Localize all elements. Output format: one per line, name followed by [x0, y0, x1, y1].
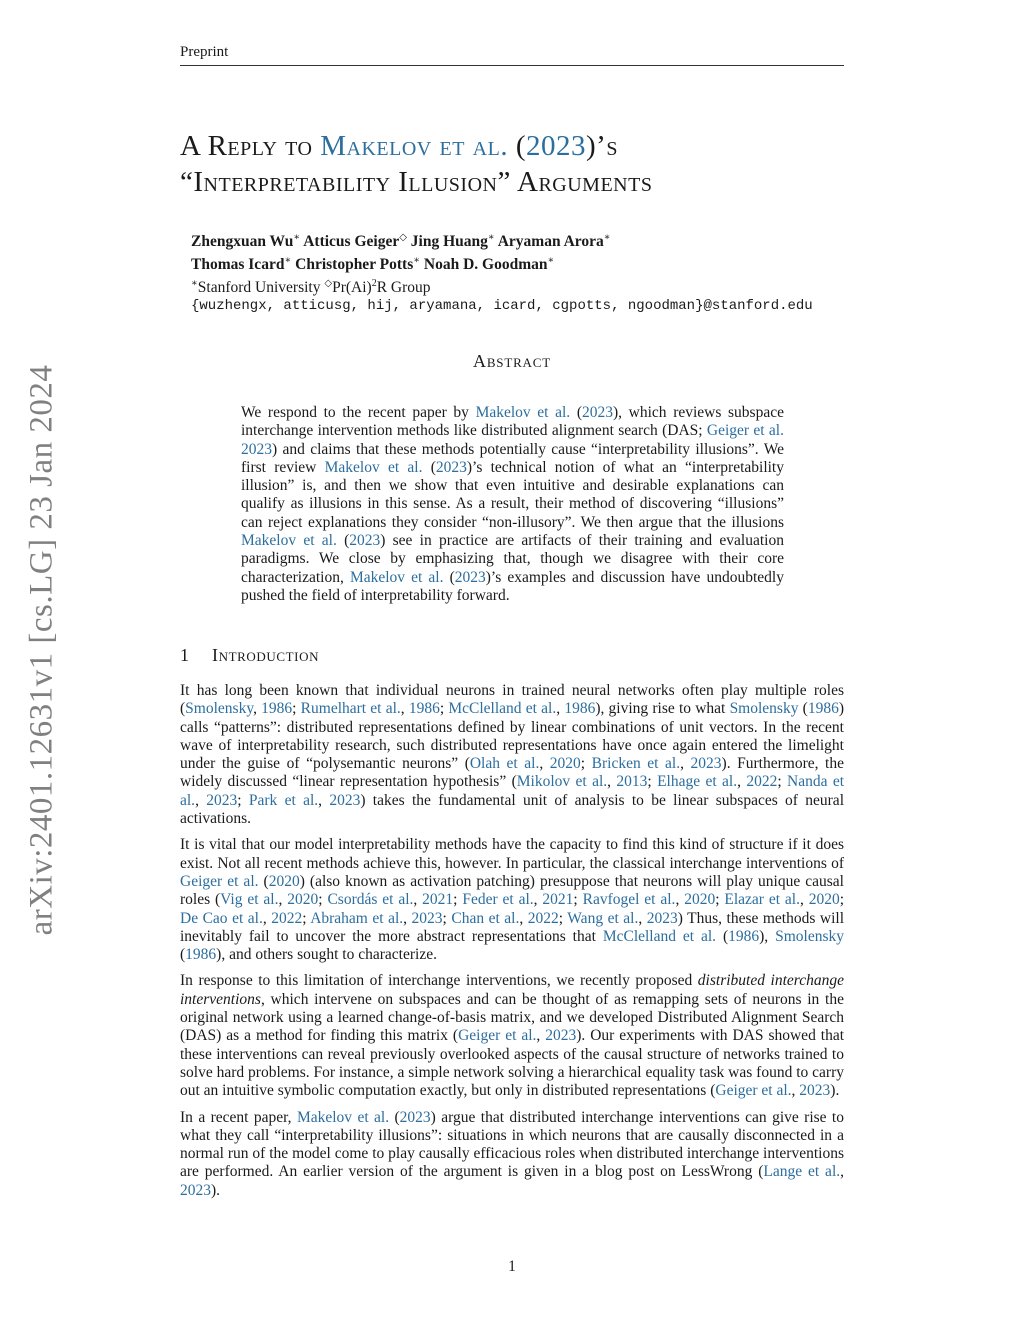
- citation-link[interactable]: Feder et al.: [462, 891, 534, 909]
- citation-link[interactable]: 2013: [616, 773, 648, 791]
- citation-link[interactable]: Geiger et al.: [180, 872, 259, 890]
- abstract-body: We respond to the recent paper by Makelov et al. (2023), which reviews subspace interchange intervention methods like distributed alignment search (DAS; Geiger et al. 2023) and claims that these methods potentially cause “interpretability illusions”. We first review Makelov et al. (2023)’s technical notion of what an “interpretability illusion” is, and then we show that even intuitive and desirable explanations can qualify as illusions in this sense. As a result, their method of discovering “illusions” can reject explanations they consider “non-illusory”. We then argue that the illusions Makelov et al. (2023) see in practice are artifacts of their training and evaluation paradigms. We close by emphasizing that, though we disagree with their core characterization, Makelov et al. (2023)’s examples and discussion have undoubtedly pushed the field of interpretability forward.: [241, 404, 784, 604]
- citation-link[interactable]: McClelland et al.: [448, 700, 557, 718]
- title-line-2: “Interpretability Illusion” Arguments: [180, 166, 653, 198]
- citation-link[interactable]: 2022: [746, 773, 778, 791]
- paragraph: In a recent paper, Makelov et al. (2023) argue that distributed interchange interventions can give rise to what they call “interpretability illusions”: situations in which neurons that are causally disconnected in a normal run of the model come to play causally efficacious roles when distributed interchange interventions are performed. An earlier version of the argument is given in a blog post on LessWrong (Lange et al., 2023).: [180, 1108, 844, 1199]
- author-emails: {wuzhengx, atticusg, hij, aryamana, icard, cgpotts, ngoodman}@stanford.edu: [191, 298, 813, 315]
- citation-link[interactable]: 2023: [206, 791, 238, 809]
- author-names-line-1: Zhengxuan Wu∗ Atticus Geiger◇ Jing Huang∗ Aryaman Arora∗: [191, 232, 611, 251]
- section-heading: [180, 645, 319, 666]
- citation-link[interactable]: 2023: [582, 404, 613, 421]
- citation-link[interactable]: 2020: [808, 891, 840, 909]
- citation-link[interactable]: 2020: [268, 872, 300, 890]
- citation-link[interactable]: 2023: [349, 532, 381, 550]
- citation-link[interactable]: Makelov et al.: [296, 1108, 390, 1126]
- citation-link[interactable]: Smolensky: [775, 927, 844, 945]
- citation-link[interactable]: Abraham et al.: [310, 909, 404, 927]
- title-citation-link[interactable]: Makelov et al.: [320, 130, 509, 162]
- paragraph: It has long been known that individual neurons in trained neural networks often play multiple roles (Smolensky, 1986; Rumelhart et al., 1986; McClelland et al., 1986), giving rise to what Smolensky (1986) calls “patterns”: distributed representations defined by linear combinations of unit vectors. In the recent wave of interpretability research, such distributed representations have once again entered the limelight under the guise of “polysemantic neurons” (Olah et al., 2020; Bricken et al., 2023). Furthermore, the widely discussed “linear representation hypothesis” (Mikolov et al., 2013; Elhage et al., 2022; Nanda et al., 2023; Park et al., 2023) takes the fundamental unit of analysis to be linear subspaces of neural activations.: [180, 682, 845, 828]
- citation-link[interactable]: 2020: [549, 755, 581, 773]
- section-title: Introduction: [212, 645, 320, 665]
- citation-link[interactable]: 2023: [329, 791, 361, 809]
- citation-link[interactable]: Smolensky: [729, 700, 799, 718]
- introduction-body: [180, 682, 844, 1208]
- citation-link[interactable]: 2023: [690, 755, 722, 773]
- citation-link[interactable]: Nanda et al.: [180, 773, 845, 809]
- citation-link[interactable]: 1986: [807, 700, 839, 718]
- citation-link[interactable]: 2022: [527, 909, 559, 927]
- citation-link[interactable]: Smolensky: [185, 700, 254, 718]
- citation-link[interactable]: Elhage et al.: [657, 773, 738, 791]
- citation-link[interactable]: 1986: [728, 927, 760, 945]
- citation-link[interactable]: 1986: [261, 700, 293, 718]
- citation-link[interactable]: 2023: [799, 1082, 831, 1100]
- citation-link[interactable]: 1986: [185, 946, 217, 964]
- citation-link[interactable]: Makelov et al.: [349, 568, 444, 586]
- citation-link[interactable]: 2020: [287, 891, 319, 909]
- citation-link[interactable]: Vig et al.: [220, 891, 279, 909]
- citation-link[interactable]: Rumelhart et al.: [300, 700, 401, 718]
- affiliations: ∗Stanford University $^◇Pr(Ai)^2R$ Group: [191, 278, 431, 297]
- citation-link[interactable]: Geiger et al.: [458, 1027, 537, 1045]
- running-header: Preprint: [180, 44, 844, 66]
- citation-link[interactable]: Chan et al.: [451, 909, 520, 927]
- paragraph: It is vital that our model interpretability methods have the capacity to find this kind of structure if it does exist. Not all recent methods achieve this, however. In particular, the classical interchange interventions of Geiger et al. (2020) (also known as activation patching) presuppose that neurons will play unique causal roles (Vig et al., 2020; Csordás et al., 2021; Feder et al., 2021; Ravfogel et al., 2020; Elazar et al., 2020; De Cao et al., 2022; Abraham et al., 2023; Chan et al., 2022; Wang et al., 2023) Thus, these methods will inevitably fail to uncover the more abstract representations that McClelland et al. (1986), Smolensky (1986), and others sought to characterize.: [180, 836, 845, 964]
- citation-link[interactable]: 2023: [399, 1108, 431, 1126]
- paper-title: [180, 128, 860, 200]
- citation-link[interactable]: 2023: [545, 1027, 577, 1045]
- citation-link[interactable]: Geiger et al. 2023: [241, 422, 784, 458]
- citation-link[interactable]: Bricken et al.: [591, 755, 681, 773]
- page-number: 1: [508, 1258, 516, 1275]
- citation-link[interactable]: 2023: [435, 458, 467, 476]
- abstract-heading: Abstract: [473, 351, 551, 371]
- citation-link[interactable]: 2023: [180, 1181, 211, 1199]
- citation-link[interactable]: 2023: [454, 568, 486, 586]
- citation-link[interactable]: Ravfogel et al.: [582, 891, 676, 909]
- citation-link[interactable]: Olah et al.: [469, 755, 540, 773]
- paragraph: In response to this limitation of interchange interventions, we recently proposed distributed interchange interventions, which intervene on subspaces and can be thought of as remapping sets of neurons in the original network using a learned change-of-basis matrix, and we developed Distributed Alignment Search (DAS) as a method for finding this matrix (Geiger et al., 2023). Our experiments with DAS showed that these interventions can reveal previously overlooked aspects of the causal structure of networks trained to solve hard problems. For instance, a simple network solving a hierarchical equality task was found to carry out an intuitive symbolic computation exactly, but only in distributed representations (Geiger et al., 2023).: [180, 972, 845, 1100]
- citation-link[interactable]: Makelov et al.: [475, 404, 571, 421]
- author-block: [191, 228, 851, 316]
- citation-link[interactable]: 2022: [271, 909, 303, 927]
- citation-link[interactable]: 1986: [408, 700, 440, 718]
- citation-link[interactable]: 2021: [422, 891, 454, 909]
- citation-link[interactable]: Park et al.: [248, 791, 319, 809]
- citation-link[interactable]: Mikolov et al.: [516, 773, 608, 791]
- citation-link[interactable]: 2021: [542, 891, 574, 909]
- citation-link[interactable]: Wang et al.: [567, 909, 639, 927]
- title-line-1: A Reply to Makelov et al. (2023)’s: [180, 130, 618, 162]
- citation-link[interactable]: Makelov et al.: [324, 458, 423, 476]
- citation-link[interactable]: Lange et al.: [763, 1163, 841, 1181]
- citation-link[interactable]: Elazar et al.: [724, 891, 800, 909]
- title-citation-year-link[interactable]: 2023: [526, 130, 586, 162]
- section-number: 1: [180, 645, 190, 665]
- citation-link[interactable]: Geiger et al.: [715, 1082, 792, 1100]
- citation-link[interactable]: De Cao et al.: [180, 909, 263, 927]
- arxiv-watermark: [18, 360, 66, 940]
- citation-link[interactable]: 2020: [684, 891, 716, 909]
- citation-link[interactable]: 2023: [411, 909, 443, 927]
- author-names-line-2: Thomas Icard∗ Christopher Potts∗ Noah D. Goodman∗: [191, 255, 555, 274]
- citation-link[interactable]: Makelov et al.: [241, 532, 337, 550]
- citation-link[interactable]: 1986: [564, 700, 596, 718]
- citation-link[interactable]: 2023: [646, 909, 678, 927]
- citation-link[interactable]: McClelland et al.: [602, 927, 717, 945]
- citation-link[interactable]: Csordás et al.: [327, 891, 414, 909]
- emphasis: distributed interchange interventions: [180, 972, 844, 1008]
- arxiv-identifier: arXiv:2401.12631v1 [cs.LG] 23 Jan 2024: [23, 364, 60, 936]
